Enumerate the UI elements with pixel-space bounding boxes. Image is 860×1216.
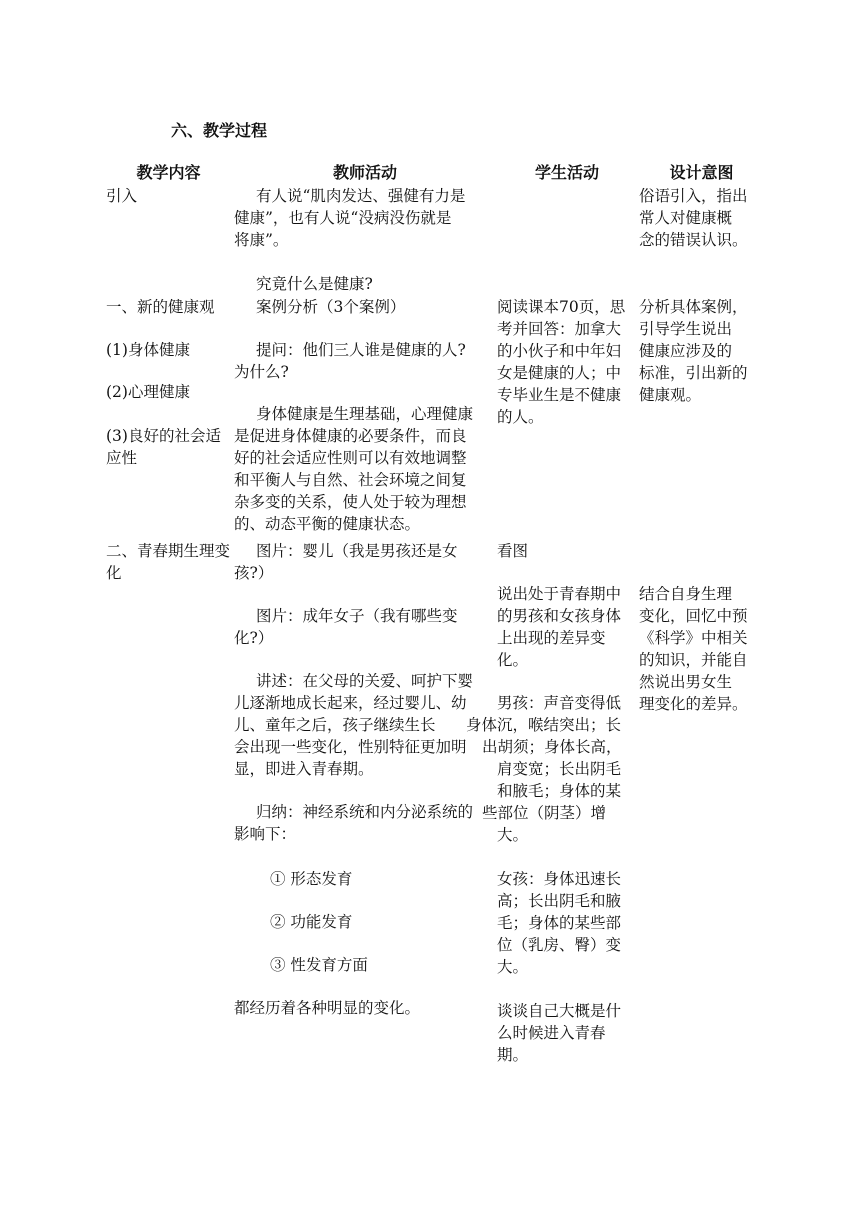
case-analysis: 案例分析（3个案例）: [256, 298, 406, 316]
health-content-item: (3)良好的社会适: [106, 427, 221, 445]
intro-intent-line: 常人对健康概: [639, 209, 733, 227]
summary-line: 归纳：神经系统和内分泌系统的: [256, 803, 474, 821]
boy-line: 男孩：声音变得低: [497, 694, 622, 712]
intro-teacher-line: 有人说“肌肉发达、强健有力是: [256, 187, 466, 205]
puberty-intent-line: 结合自身生理: [639, 585, 733, 603]
puberty-intent-line: 《科学》中相关: [639, 629, 748, 647]
intro-teacher-line: 将康”。: [234, 231, 289, 249]
explain-line: 的、动态平衡的健康状态。: [234, 515, 421, 533]
health-intent-line: 标准，引出新的: [639, 364, 748, 382]
explain-line: 和平衡人与自然、社会环境之间复: [234, 471, 467, 489]
header-intent: 设计意图: [669, 163, 734, 182]
list-item: ② 功能发育: [270, 913, 353, 931]
explain-line: 杂多变的关系，使人处于较为理想: [234, 493, 467, 511]
health-content-item: (2)心理健康: [106, 383, 190, 401]
health-intent-line: 引导学生说出: [639, 320, 733, 338]
lecture-line: 讲述：在父母的关爱、呵护下婴: [256, 672, 474, 690]
student-diff-line: 的男孩和女孩身体: [497, 607, 622, 625]
pic2-line: 化?）: [234, 629, 274, 647]
health-student-line: 阅读课本70页，思: [497, 298, 626, 316]
health-student-line: 专毕业生是不健康: [497, 386, 622, 404]
list-item: ① 形态发育: [270, 870, 353, 888]
health-intent-line: 分析具体案例，: [639, 298, 748, 316]
lecture-line: 显，即进入青春期。: [234, 760, 374, 778]
lecture-line: 会出现一些变化，性别特征更加明: [234, 738, 467, 756]
header-student: 学生活动: [534, 163, 599, 182]
student-diff-line: 说出处于青春期中: [497, 585, 622, 603]
girl-line: 毛；身体的某些部: [497, 914, 622, 932]
pic1-line: 图片：婴儿（我是男孩还是女: [256, 542, 458, 560]
puberty-content-line: 二、青春期生理变: [106, 542, 231, 560]
summary-line: 影响下：: [234, 825, 297, 843]
puberty-content-line: 化: [106, 564, 122, 582]
puberty-intent-line: 然说出男女生: [639, 673, 733, 691]
health-student-line: 女是健康的人；中: [497, 364, 622, 382]
health-intent-line: 健康应涉及的: [639, 342, 733, 360]
boy-line: 身体沉，喉结突出；长: [466, 716, 622, 734]
header-content: 教学内容: [136, 163, 201, 182]
girl-line: 大。: [497, 958, 529, 976]
health-content-item: (1)身体健康: [106, 341, 190, 359]
health-intent-line: 健康观。: [639, 386, 702, 404]
pic1-line: 孩?）: [234, 564, 274, 582]
explain-line: 是促进身体健康的必要条件，而良: [234, 427, 467, 445]
question-line: 提问：他们三人谁是健康的人?: [256, 341, 466, 359]
boy-line: 和腋毛；身体的某: [497, 782, 622, 800]
look-text: 看图: [497, 542, 529, 560]
health-content-item: 应性: [106, 449, 138, 467]
intro-content: 引入: [106, 187, 138, 205]
lecture-line: 儿、童年之后，孩子继续生长: [234, 716, 436, 734]
boy-line: 大。: [497, 826, 529, 844]
intro-question: 究竟什么是健康?: [256, 275, 373, 293]
health-content-title: 一、新的健康观: [106, 298, 215, 316]
health-student-line: 的人。: [497, 408, 544, 426]
student-diff-line: 上出现的差异变: [497, 629, 606, 647]
boy-line: 些部位（阴茎）增: [482, 804, 607, 822]
pic2-line: 图片：成年女子（我有哪些变: [256, 607, 458, 625]
intro-teacher-line: 健康”，也有人说“没病没伤就是: [234, 209, 452, 227]
health-student-line: 考并回答：加拿大: [497, 320, 622, 338]
puberty-intent-line: 理变化的差异。: [639, 695, 748, 713]
boy-line: 出胡须；身体长高，: [482, 738, 622, 756]
talk-line: 么时候进入青春: [497, 1024, 606, 1042]
explain-line: 好的社会适应性则可以有效地调整: [234, 449, 467, 467]
list-item: ③ 性发育方面: [270, 956, 368, 974]
header-teacher: 教师活动: [332, 163, 397, 182]
health-student-line: 的小伙子和中年妇: [497, 342, 622, 360]
lecture-line: 儿逐渐地成长起来，经过婴儿、幼: [234, 694, 467, 712]
talk-line: 谈谈自己大概是什: [497, 1002, 622, 1020]
boy-line: 肩变宽；长出阴毛: [497, 760, 622, 778]
conclusion: 都经历着各种明显的变化。: [234, 999, 421, 1017]
intro-intent-line: 念的错误认识。: [639, 231, 748, 249]
explain-line: 身体健康是生理基础，心理健康: [256, 405, 474, 423]
section-title: 六、教学过程: [171, 121, 268, 140]
girl-line: 女孩：身体迅速长: [497, 870, 622, 888]
puberty-intent-line: 的知识，并能自: [639, 651, 748, 669]
intro-intent-line: 俗语引入，指出: [639, 187, 748, 205]
student-diff-line: 化。: [497, 651, 529, 669]
question-line: 为什么?: [234, 363, 289, 381]
puberty-intent-line: 变化，回忆中预: [639, 607, 748, 625]
girl-line: 位（乳房、臀）变: [497, 936, 622, 954]
talk-line: 期。: [497, 1046, 529, 1064]
girl-line: 高；长出阴毛和腋: [497, 892, 622, 910]
